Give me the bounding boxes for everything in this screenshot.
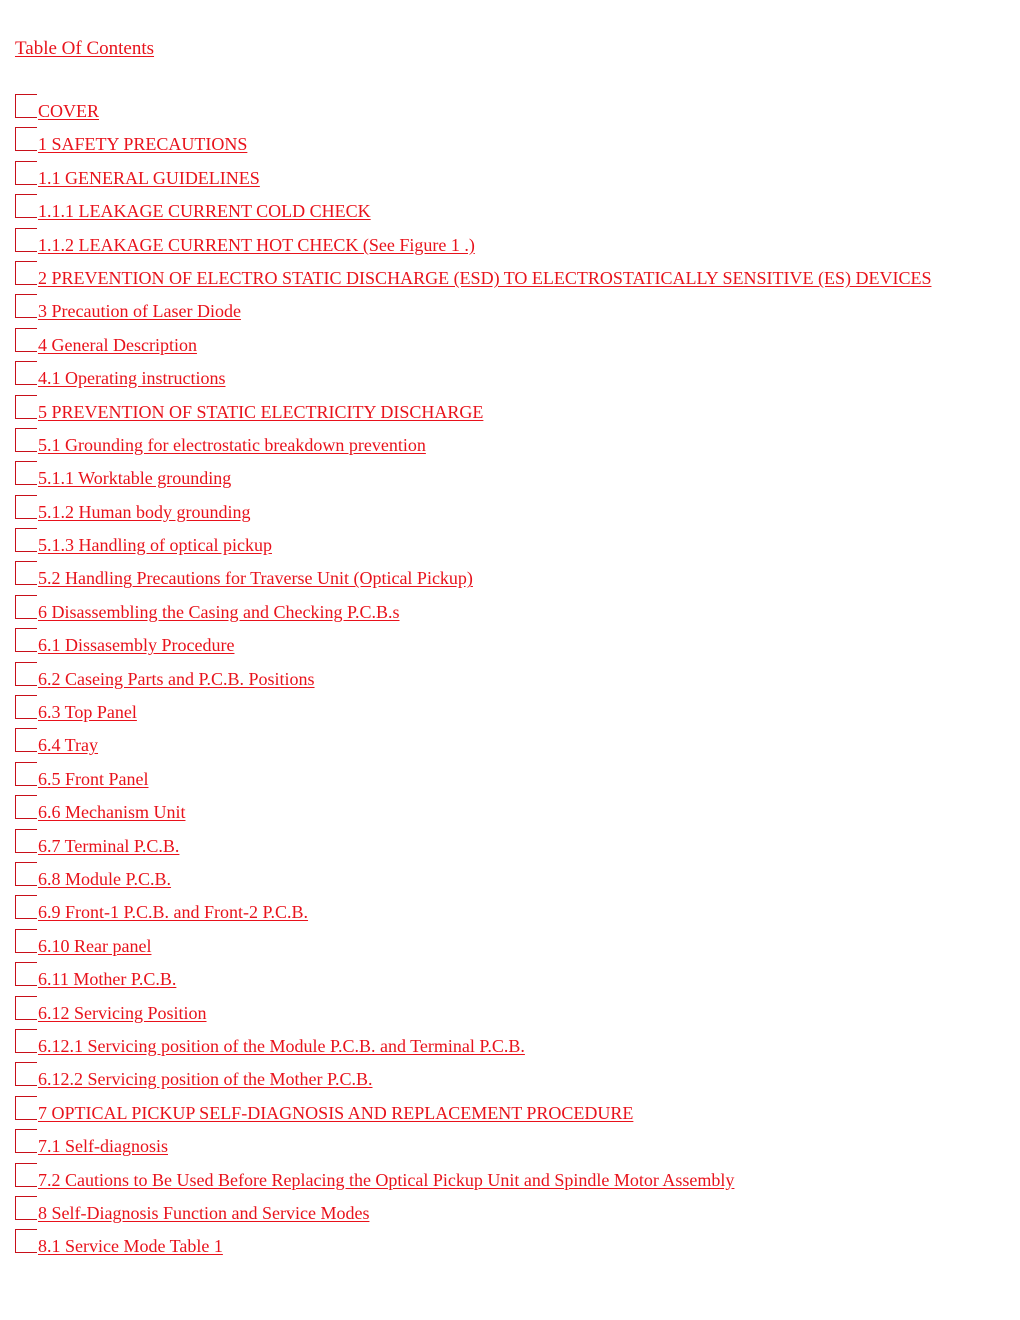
broken-image-icon [15,695,37,719]
toc-entry-link[interactable]: 6.7 Terminal P.C.B. [38,835,180,856]
toc-entry [15,428,1015,461]
broken-image-icon [15,1129,37,1153]
broken-image-icon [15,728,37,752]
toc-entry-link[interactable]: 7 OPTICAL PICKUP SELF-DIAGNOSIS AND REPLACEMENT PROCEDURE [38,1102,634,1123]
toc-entry-link[interactable]: 5.1 Grounding for electrostatic breakdown prevention [38,434,426,455]
broken-image-icon [15,595,37,619]
broken-image-icon [15,1229,37,1253]
toc-entry-link[interactable]: 6.12.1 Servicing position of the Module P.C.B. and Terminal P.C.B. [38,1035,525,1056]
toc-entry-link[interactable]: 7.2 Cautions to Be Used Before Replacing the Optical Pickup Unit and Spindle Motor Assembly [38,1169,735,1190]
toc-entry-link[interactable]: 8 Self-Diagnosis Function and Service Modes [38,1202,370,1223]
toc-entry [15,595,1015,628]
toc-entry-link[interactable]: 5.1.1 Worktable grounding [38,468,232,489]
broken-image-icon [15,428,37,452]
toc-entry-link[interactable]: 6.2 Caseing Parts and P.C.B. Positions [38,668,315,689]
toc-entry-link[interactable]: 1.1.1 LEAKAGE CURRENT COLD CHECK [38,201,371,222]
toc-entry [15,127,1015,160]
toc-entry [15,1196,1015,1229]
toc-entry [15,962,1015,995]
broken-image-icon [15,1196,37,1220]
broken-image-icon [15,829,37,853]
toc-entry-link[interactable]: 6.6 Mechanism Unit [38,802,186,823]
toc-entry-link[interactable]: 5.1.3 Handling of optical pickup [38,535,272,556]
toc-entry [15,829,1015,862]
toc-entry-link[interactable]: 4 General Description [38,334,197,355]
toc-entry-link[interactable]: 6.12 Servicing Position [38,1002,207,1023]
toc-entry [15,528,1015,561]
broken-image-icon [15,1163,37,1187]
broken-image-icon [15,161,37,185]
toc-entry-link[interactable]: 6.1 Dissasembly Procedure [38,635,235,656]
toc-entry [15,996,1015,1029]
toc-entry-link[interactable]: 5.2 Handling Precautions for Traverse Unit (Optical Pickup) [38,568,473,589]
broken-image-icon [15,528,37,552]
broken-image-icon [15,395,37,419]
broken-image-icon [15,94,37,118]
toc-entry-link[interactable]: 2 PREVENTION OF ELECTRO STATIC DISCHARGE (ESD) TO ELECTROSTATICALLY SENSITIVE (ES) DEVICES [38,267,932,288]
toc-entry [15,795,1015,828]
toc-entry-link[interactable]: 6.5 Front Panel [38,768,149,789]
toc-entry [15,862,1015,895]
toc-entry-link[interactable]: 6.4 Tray [38,735,99,756]
broken-image-icon [15,662,37,686]
toc-entry [15,1062,1015,1095]
toc-entry [15,929,1015,962]
toc-entry-link[interactable]: 6.3 Top Panel [38,702,137,723]
toc-entry [15,662,1015,695]
broken-image-icon [15,561,37,585]
broken-image-icon [15,261,37,285]
toc-entry [15,328,1015,361]
toc-entry [15,161,1015,194]
toc-entry [15,628,1015,661]
broken-image-icon [15,962,37,986]
toc-title-link[interactable]: Table Of Contents [15,38,155,59]
toc-entry [15,1029,1015,1062]
broken-image-icon [15,862,37,886]
broken-image-icon [15,127,37,151]
toc-entry [15,395,1015,428]
toc-entry-link[interactable]: 6 Disassembling the Casing and Checking P.C.B.s [38,601,400,622]
toc-entry-link[interactable]: 4.1 Operating instructions [38,368,226,389]
toc-entry [15,762,1015,795]
broken-image-icon [15,294,37,318]
broken-image-icon [15,996,37,1020]
toc-entry-link[interactable]: 3 Precaution of Laser Diode [38,301,241,322]
broken-image-icon [15,1029,37,1053]
toc-entry [15,228,1015,261]
toc-entry-link[interactable]: COVER [38,101,100,121]
toc-entry-link[interactable]: 7.1 Self-diagnosis [38,1136,168,1157]
toc-entry-link[interactable]: 6.11 Mother P.C.B. [38,969,177,990]
toc-entry [15,1163,1015,1196]
toc-entry [15,294,1015,327]
broken-image-icon [15,628,37,652]
broken-image-icon [15,228,37,252]
toc-entry [15,1096,1015,1129]
toc-entry [15,361,1015,394]
toc-entry [15,1229,1015,1262]
broken-image-icon [15,328,37,352]
toc-entry [15,1129,1015,1162]
broken-image-icon [15,461,37,485]
toc-entry [15,561,1015,594]
broken-image-icon [15,194,37,218]
toc-entry-link[interactable]: 8.1 Service Mode Table 1 [38,1236,223,1257]
toc-list [15,94,1015,1263]
broken-image-icon [15,795,37,819]
broken-image-icon [15,929,37,953]
toc-entry-link[interactable]: 5.1.2 Human body grounding [38,501,251,522]
broken-image-icon [15,762,37,786]
toc-entry-link[interactable]: 6.12.2 Servicing position of the Mother P.C.B. [38,1069,373,1090]
toc-entry [15,194,1015,227]
toc-entry-link[interactable]: 1.1 GENERAL GUIDELINES [38,167,260,188]
toc-entry-link[interactable]: 6.9 Front-1 P.C.B. and Front-2 P.C.B. [38,902,309,923]
toc-entry-link[interactable]: 6.10 Rear panel [38,935,152,956]
toc-entry-link[interactable]: 1.1.2 LEAKAGE CURRENT HOT CHECK (See Figure 1 .) [38,234,475,255]
broken-image-icon [15,361,37,385]
toc-entry [15,695,1015,728]
toc-entry [15,728,1015,761]
toc-entry [15,461,1015,494]
broken-image-icon [15,495,37,519]
toc-entry [15,94,1015,127]
toc-entry-link[interactable]: 1 SAFETY PRECAUTIONS [38,134,248,155]
broken-image-icon [15,1062,37,1086]
toc-entry [15,261,1015,294]
toc-entry-link[interactable]: 6.8 Module P.C.B. [38,868,172,889]
broken-image-icon [15,1096,37,1120]
broken-image-icon [15,895,37,919]
toc-entry [15,495,1015,528]
toc-entry-link[interactable]: 5 PREVENTION OF STATIC ELECTRICITY DISCHARGE [38,401,484,422]
toc-entry [15,895,1015,928]
